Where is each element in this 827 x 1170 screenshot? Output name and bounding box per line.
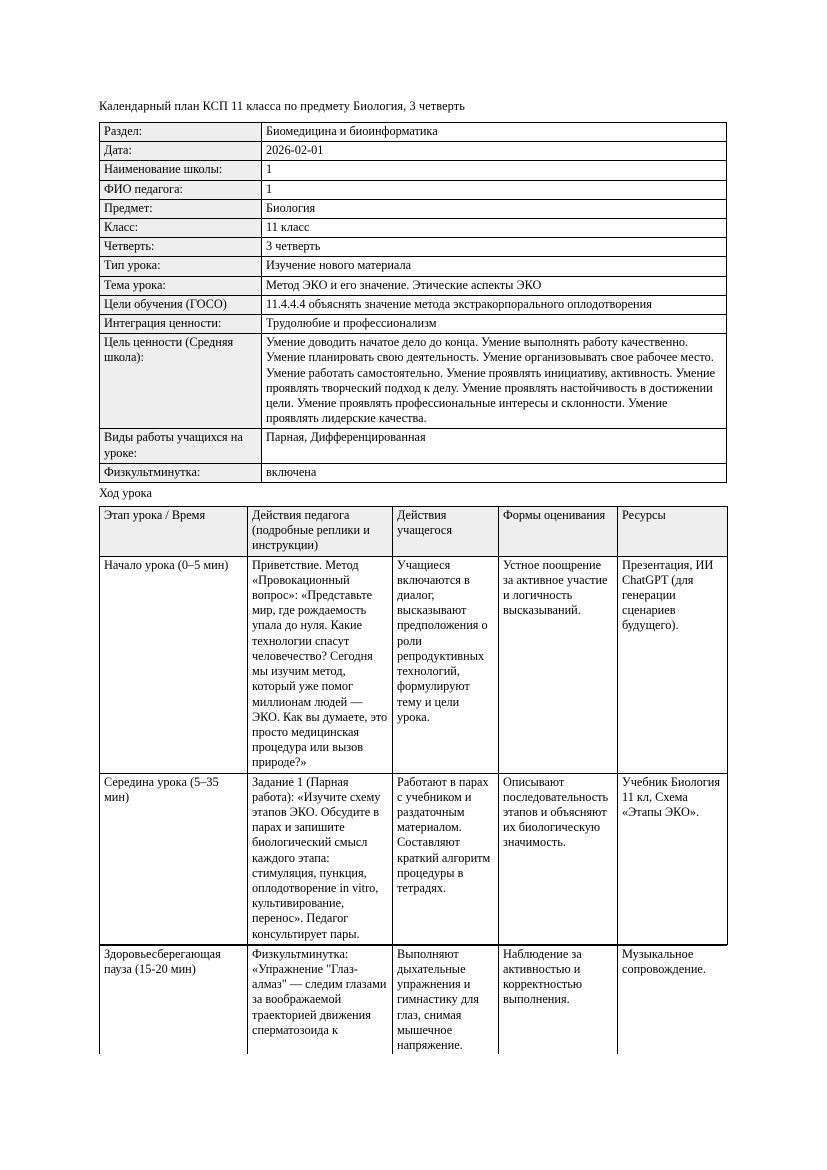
info-value: 11.4.4.4 объяснять значение метода экстракорпорального оплодотворения [262,295,727,314]
table-row [100,257,727,276]
table-row [100,556,728,773]
info-label: Наименование школы: [100,161,262,180]
info-value: 1 [262,180,727,199]
info-label: Цели обучения (ГОСО) [100,295,262,314]
table-row [100,180,727,199]
cell-teacher: Задание 1 (Парная работа): «Изучите схему этапов ЭКО. Обсудите в парах и запишите биологический смысл каждого этапа: стимуляция, пункция, оплодотворение in vitro, культивирование, перенос». Педагог консультирует пары. [248,773,393,944]
info-table-body [100,123,727,483]
cell-stage: Начало урока (0–5 мин) [100,556,248,773]
document-content [99,99,727,1054]
info-value: 2026-02-01 [262,142,727,161]
info-label: Цель ценности (Средняя школа): [100,334,262,429]
table-row [100,429,727,463]
info-label: Виды работы учащихся на уроке: [100,429,262,463]
info-value: Метод ЭКО и его значение. Этические аспекты ЭКО [262,276,727,295]
lesson-flow-table-continued [99,945,727,1054]
table-row [100,142,727,161]
cell-resources: Учебник Биология 11 кл, Схема «Этапы ЭКО». [618,773,728,944]
table-row [100,463,727,482]
info-label: Дата: [100,142,262,161]
cell-teacher: Приветствие. Метод «Провокационный вопрос»: «Представьте мир, где рождаемость упала до нуля. Какие технологии спасут человечество? Сегодня мы изучим метод, который уже помог миллионам людей — ЭКО. Как вы думаете, это просто медицинская процедура или вызов природе?» [248,556,393,773]
cell-student: Работают в парах с учебником и раздаточным материалом. Составляют краткий алгоритм процедуры в тетрадях. [393,773,499,944]
table-row [100,315,727,334]
table-header-row [100,507,728,557]
table-row [100,334,727,429]
flow-table-head [100,507,728,557]
table-row [100,219,727,238]
lesson-flow-table [99,506,728,945]
table-row [100,773,728,944]
table-row [100,123,727,142]
info-value: Парная, Дифференцированная [262,429,727,463]
info-value: Трудолюбие и профессионализм [262,315,727,334]
column-header-stage: Этап урока / Время [100,507,248,557]
cell-stage: Середина урока (5–35 мин) [100,773,248,944]
table-row [100,945,728,1054]
info-value: Биомедицина и биоинформатика [262,123,727,142]
info-label: Интеграция ценности: [100,315,262,334]
lesson-info-table [99,122,727,483]
info-value: Изучение нового материала [262,257,727,276]
info-value: 11 класс [262,219,727,238]
info-value: Биология [262,199,727,218]
cell-resources: Презентация, ИИ ChatGPT (для генерации сценариев будущего). [618,556,728,773]
table-row [100,295,727,314]
column-header-teacher: Действия педагога (подробные реплики и инструкции) [248,507,393,557]
cell-stage: Здоровьесберегающая пауза (15-20 мин) [100,945,248,1054]
info-value: 3 четверть [262,238,727,257]
lesson-flow-clipped-row-wrapper [99,945,727,1054]
info-label: Класс: [100,219,262,238]
cell-resources: Музыкальное сопровождение. [618,945,728,1054]
cell-teacher: Физкультминутка: «Упражнение "Глаз-алмаз" — следим глазами за воображаемой траекторией движения сперматозоида к [248,945,393,1054]
info-label: Тип урока: [100,257,262,276]
table-row [100,161,727,180]
page-title: Календарный план КСП 11 класса по предмету Биология, 3 четверть [99,99,465,113]
cell-student: Выполняют дыхательные упражнения и гимнастику для глаз, снимая мышечное напряжение. [393,945,499,1054]
column-header-resources: Ресурсы [618,507,728,557]
cell-student: Учащиеся включаются в диалог, высказывают предположения о роли репродуктивных технологий, формулируют тему и цели урока. [393,556,499,773]
flow-table-body-continued [100,945,728,1054]
info-label: ФИО педагога: [100,180,262,199]
info-label: Физкультминутка: [100,463,262,482]
table-row [100,199,727,218]
cell-assessment: Устное поощрение за активное участие и логичность высказываний. [499,556,618,773]
section-heading: Ход урока [99,486,152,501]
table-row [100,238,727,257]
cell-assessment: Описывают последовательность этапов и объясняют их биологическую значимость. [499,773,618,944]
column-header-assessment: Формы оценивания [499,507,618,557]
info-label: Тема урока: [100,276,262,295]
info-value: 1 [262,161,727,180]
info-value: Умение доводить начатое дело до конца. Умение выполнять работу качественно. Умение планировать свою деятельность. Умение организовывать свое рабочее место. Умение работать самостоятельно. Умение проявлять инициативу, активность. Умение проявлять творческий подход к делу. Умение проявлять настойчивость в достижении цели. Умение проявлять профессиональные интересы и склонности. Умение проявлять лидерские качества. [262,334,727,429]
column-header-student: Действия учащегося [393,507,499,557]
cell-assessment: Наблюдение за активностью и корректностью выполнения. [499,945,618,1054]
info-label: Четверть: [100,238,262,257]
lesson-flow-wrapper [99,506,727,1054]
info-value: включена [262,463,727,482]
flow-table-body [100,556,728,944]
table-row [100,276,727,295]
info-label: Раздел: [100,123,262,142]
info-label: Предмет: [100,199,262,218]
